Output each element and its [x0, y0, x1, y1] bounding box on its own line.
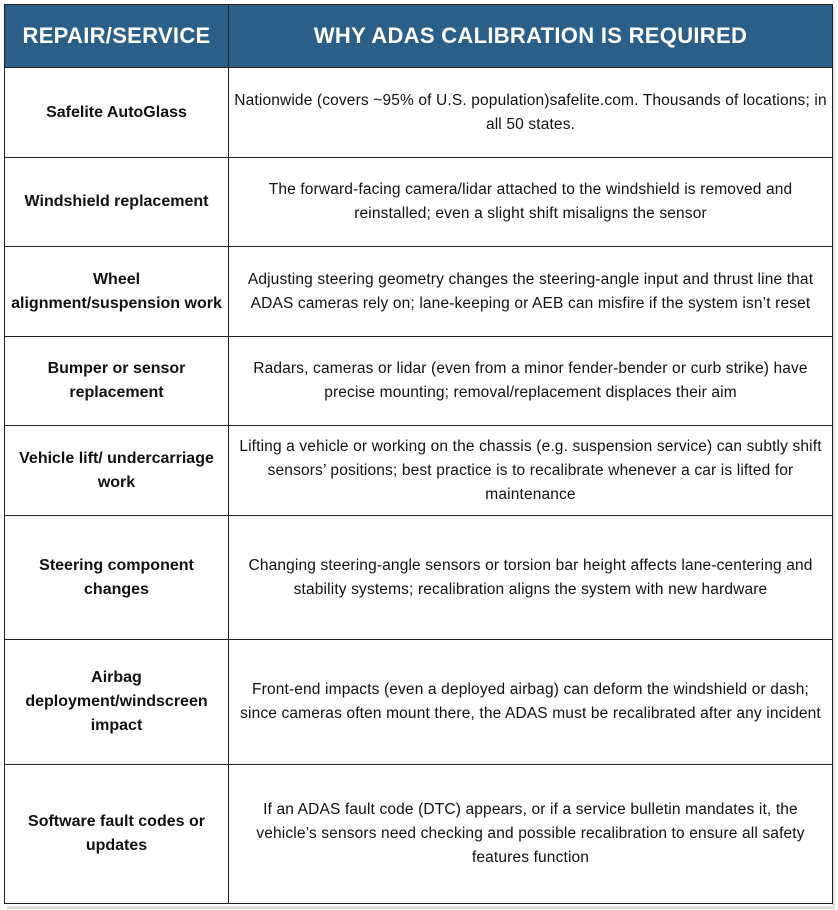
header-why-calibration: WHY ADAS CALIBRATION IS REQUIRED	[229, 5, 833, 68]
table-row	[5, 158, 833, 247]
header-repair-service: REPAIR/SERVICE	[5, 5, 229, 68]
reason-cell: The forward-facing camera/lidar attached to the windshield is removed and reinstalled; even a slight shift misaligns the sensor	[229, 158, 833, 247]
service-cell: Windshield replacement	[5, 158, 229, 247]
adas-calibration-table	[4, 4, 833, 904]
service-cell: Vehicle lift/ undercarriage work	[5, 426, 229, 516]
table-row	[5, 516, 833, 640]
table-row	[5, 765, 833, 904]
service-cell: Software fault codes or updates	[5, 765, 229, 904]
table-header-row	[5, 5, 833, 68]
reason-cell: Front-end impacts (even a deployed airbag) can deform the windshield or dash; since cameras often mount there, the ADAS must be recalibrated after any incident	[229, 640, 833, 765]
table-row	[5, 247, 833, 337]
table-row	[5, 337, 833, 426]
table-row	[5, 640, 833, 765]
reason-cell: Lifting a vehicle or working on the chassis (e.g. suspension service) can subtly shift sensors’ positions; best practice is to recalibrate whenever a car is lifted for maintenance	[229, 426, 833, 516]
service-cell: Airbag deployment/windscreen impact	[5, 640, 229, 765]
adas-calibration-table-container	[4, 4, 832, 906]
table-row	[5, 68, 833, 158]
reason-cell: If an ADAS fault code (DTC) appears, or if a service bulletin mandates it, the vehicle’s sensors need checking and possible recalibration to ensure all safety features function	[229, 765, 833, 904]
reason-cell: Nationwide (covers ~95% of U.S. population)safelite.com. Thousands of locations; in all 50 states.	[229, 68, 833, 158]
service-cell: Safelite AutoGlass	[5, 68, 229, 158]
reason-cell: Adjusting steering geometry changes the steering-angle input and thrust line that ADAS cameras rely on; lane-keeping or AEB can misfire if the system isn’t reset	[229, 247, 833, 337]
reason-cell: Radars, cameras or lidar (even from a minor fender-bender or curb strike) have precise mounting; removal/replacement displaces their aim	[229, 337, 833, 426]
service-cell: Wheel alignment/suspension work	[5, 247, 229, 337]
table-row	[5, 426, 833, 516]
service-cell: Steering component changes	[5, 516, 229, 640]
reason-cell: Changing steering-angle sensors or torsion bar height affects lane-centering and stability systems; recalibration aligns the system with new hardware	[229, 516, 833, 640]
service-cell: Bumper or sensor replacement	[5, 337, 229, 426]
